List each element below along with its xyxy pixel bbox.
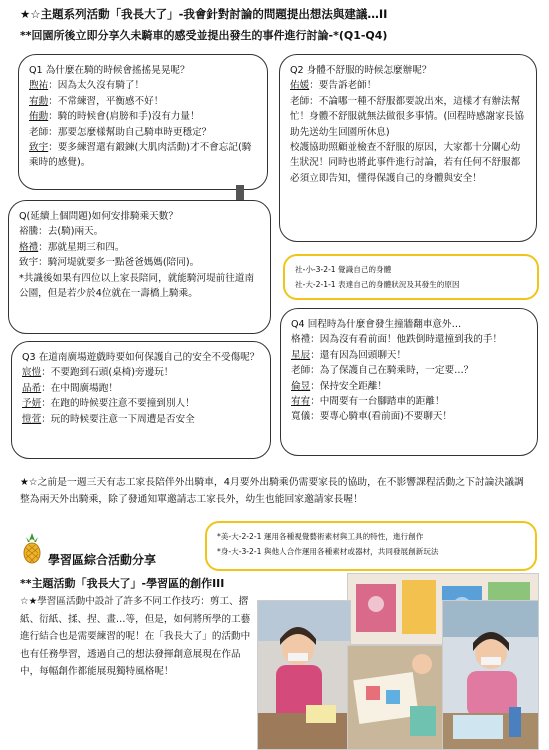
q2-line: 校護協助照顧並檢查不舒服的原因，大家都十分關心幼生狀況！同時也將此事件進行討論，若有任何不舒服都必須立即告知，懂得保護自己的身體與安全！ (290, 142, 521, 184)
pineapple-icon (22, 532, 42, 564)
photo-child-drawing (442, 600, 539, 750)
q3-line: 予妍：在跑的時候要注意不要撞到別人！ (22, 398, 195, 410)
section-title: 學習區綜合活動分享 (48, 553, 157, 567)
notice-paragraph: ★☆之前是一週三天有志工家長陪伴外出騎車，4月要外出騎乘仍需要家長的協助，在不影響課程活動之下討論決議調整為兩天外出騎乘，除了發通知單邀請志工家長外，幼生也能回家邀請家長喔！ (20, 477, 524, 505)
q1-box (18, 54, 268, 190)
q2-box (279, 54, 537, 242)
art-title: **主題活動「我長大了」-學習區的創作III (20, 577, 225, 590)
q3-line: 品希：在中間廣場跑！ (22, 382, 118, 394)
goal-item: 社-大-2-1-1 表達自己的身體狀況及其發生的原因 (295, 280, 460, 289)
goal-item: 社-小-3-2-1 覺識自己的身體 (295, 265, 392, 274)
qcont-line: *共識後如果有四位以上家長陪同，就能騎河堤前往道南公園，但是若少於4位就在一壽橋上騎乘。 (19, 272, 255, 300)
qcont-line: 格禮：那就星期三和四。 (19, 241, 125, 253)
photo-child-crafting (257, 600, 351, 750)
qcont-box (8, 200, 271, 334)
q4-line: 寬儀：要專心騎車(看前面)不要聊天！ (291, 411, 452, 423)
q1-line: 宥勳：不常練習，平衡感不好！ (29, 95, 164, 107)
q4-line: 宥宥：中間要有一台腳踏車的距離！ (291, 396, 445, 408)
qcont-question: Q(延續上個問題)如何安排騎乘天數？ (19, 211, 178, 222)
q1-line: 煦祐：因為太久沒有騎了！ (29, 80, 145, 92)
learning-goals-box (283, 254, 539, 300)
qcont-line: 致宇：騎河堤就要多一點爸爸媽媽(陪同)。 (19, 257, 200, 269)
q4-line: 倫昱：保持安全距離！ (291, 380, 387, 392)
q2-line: 佑媛：要告訴老師！ (290, 80, 377, 92)
q4-line: 格禮：因為沒有看前面！他跌倒時還撞到我的手！ (291, 334, 503, 346)
page-subtitle: **回園所後立即分享久未騎車的感受並提出發生的事件進行討論-*(Q1-Q4) (20, 29, 388, 42)
q4-question: Q4 回程時為什麼會發生撞牆翻車意外… (291, 319, 462, 330)
q4-line: 星辰：還有因為回頭聊天！ (291, 349, 407, 361)
goal-item: *身-大-3-2-1 與他人合作運用各種素材或器材，共同發展創新玩法 (217, 547, 439, 556)
page-title: ★☆主題系列活動「我長大了」-我會針對討論的問題提出想法與建議…II (20, 7, 388, 21)
q2-line: 老師：不論哪一種不舒服都要說出來，這樣才有辦法幫忙！身體不舒服就無法做很多事情。(回程時感謝家長協助先送幼生回園所休息) (290, 95, 524, 138)
goal-item: *美-大-2-2-1 運用各種視覺藝術素材與工具的特性，進行創作 (217, 532, 424, 541)
q1-line: 侑勳：騎的時候會(肩膀和手)沒有力量！ (29, 111, 200, 123)
q4-line: 老師：為了保護自己在騎乘時，一定要…？ (291, 365, 474, 377)
q3-line: 宸愷：不要跑到石頭(桌椅)旁邊玩！ (22, 367, 174, 379)
q2-question: Q2 身體不舒服的時候怎麼辦呢？ (290, 65, 432, 76)
learning-goals-box-2 (205, 521, 537, 571)
q1-line: 老師：那要怎麼樣幫助自己騎車時更穩定？ (29, 126, 212, 138)
q3-line: 愷萱：玩的時候要注意一下周遭是否安全 (22, 413, 195, 425)
q1-line: 致宇：要多練習還有鍛鍊(大肌肉活動)才不會忘記(騎乘時的感覺)。 (29, 142, 252, 169)
q4-box (280, 308, 538, 456)
q3-question: Q3 在道南廣場遊戲時要如何保護自己的安全不受傷呢？ (22, 352, 260, 363)
photo-craft-work (347, 645, 444, 750)
q1-question: Q1 為什麼在騎的時候會搖搖晃晃呢？ (29, 65, 190, 76)
qcont-line: 裕騰：去(騎)兩天。 (19, 226, 104, 238)
art-paragraph: ☆★學習區活動中設計了許多不同工作技巧：剪工、摺紙、衍紙、揉、捏、畫…等，但是，如何將所學的工藝進行結合也是需要練習的呢！在「我長大了」的活動中也有任務學習，透過自己的想法發揮創意展現在作品中，每幅創作都能展現獨特風格呢！ (20, 596, 251, 677)
q3-box (11, 341, 271, 459)
